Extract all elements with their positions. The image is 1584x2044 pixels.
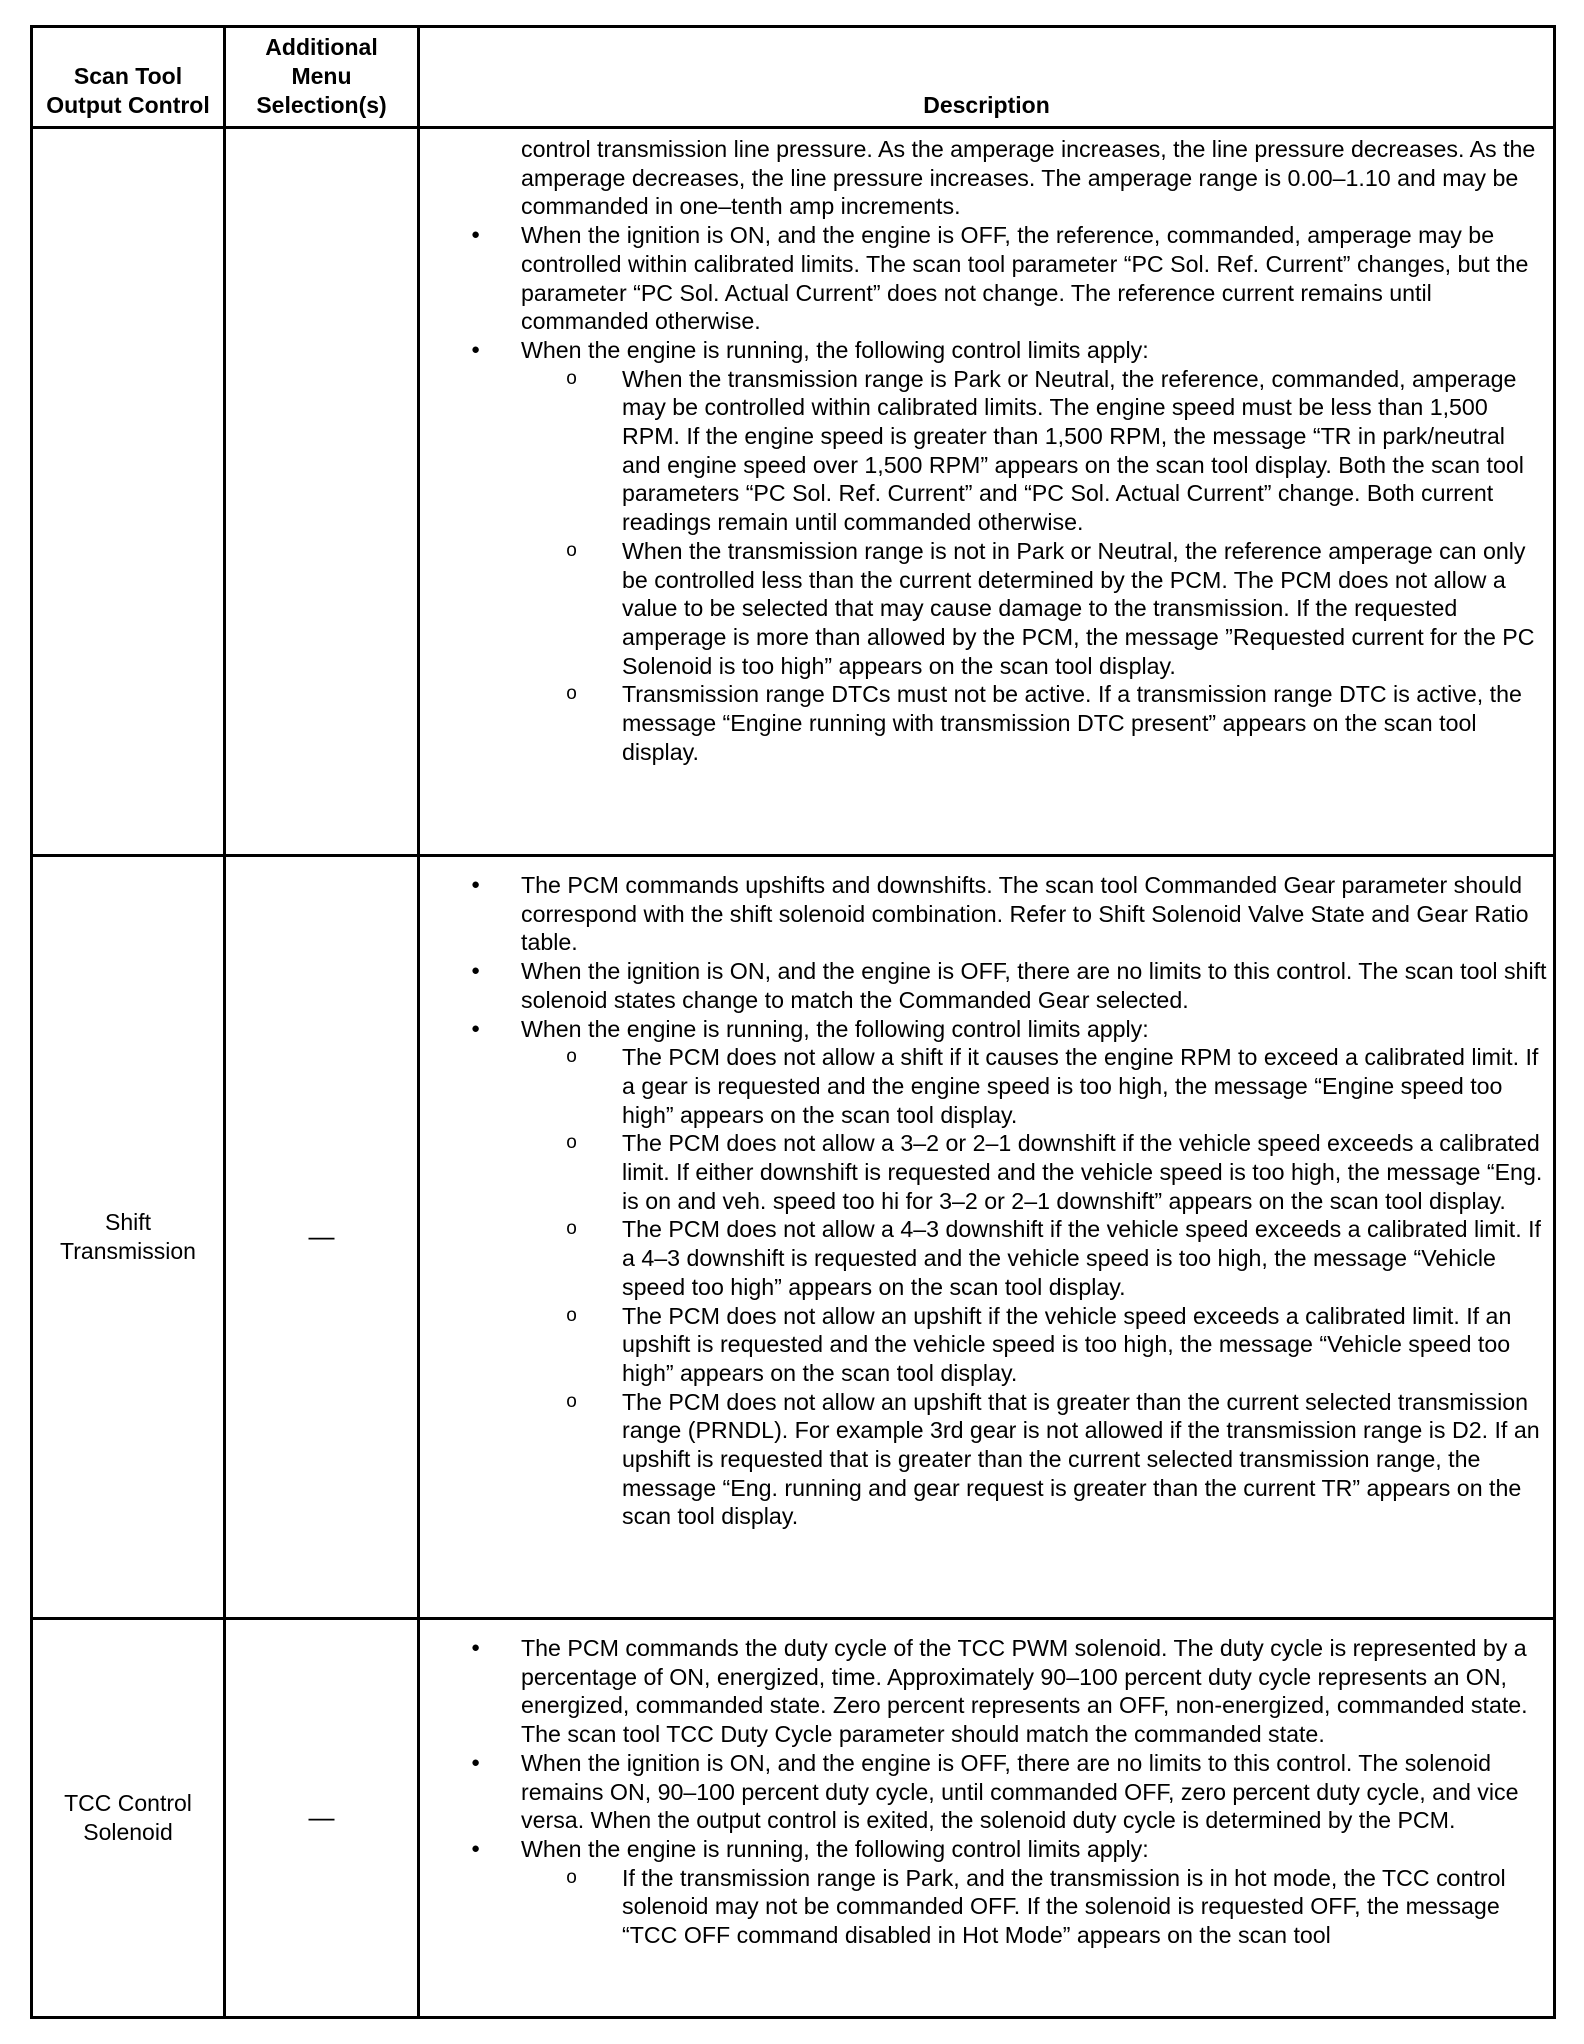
bullet-item: ● The PCM commands the duty cycle of the TCC PWM solenoid. The duty cycle is represented by a percentage of ON, energized, time. Approximately 90–100 percent duty cycle represents an ON, energized, commanded state. Zero percent represents an OFF, non-energized, commanded state. The scan tool TCC Duty Cycle parameter should match the commanded state. (420, 1634, 1547, 1749)
bullet-item: ● When the ignition is ON, and the engine is OFF, there are no limits to this control. The scan tool shift solenoid states change to match the Commanded Gear selected. (420, 957, 1547, 1014)
header-additional-menu-selections (225, 27, 419, 128)
header-line: Menu (291, 63, 352, 89)
bullet-item: ● When the ignition is ON, and the engine is OFF, there are no limits to this control. The solenoid remains ON, 90–100 percent duty cycle, until commanded OFF, zero percent duty cycle, and vice versa. When the output control is exited, the solenoid duty cycle is determined by the PCM. (420, 1749, 1547, 1835)
header-line: Additional (265, 34, 378, 60)
bullet-item: ● The PCM commands upshifts and downshifts. The scan tool Commanded Gear parameter should correspond with the shift solenoid combination. Refer to Shift Solenoid Valve State and Gear Ratio table. (420, 871, 1547, 957)
sub-bullet-marker: o (566, 1304, 577, 1326)
output-control-table (30, 25, 1556, 2019)
table-header-row (32, 27, 1555, 128)
cell-output-control: Shift Transmission (32, 856, 225, 1619)
header-scan-tool-output-control (32, 27, 225, 128)
sub-bullet-marker: o (566, 1046, 577, 1068)
bullet-marker: ● (470, 226, 481, 244)
bullet-marker: ● (470, 962, 481, 980)
cell-menu-selection (225, 128, 419, 856)
sub-bullet-item: o The PCM does not allow a shift if it causes the engine RPM to exceed a calibrated limit. If a gear is requested and the engine speed is too high, the message “Engine speed too high” appears on the scan tool display. (521, 1043, 1547, 1129)
header-line: Output Control (46, 92, 210, 118)
bullet-item: ● When the engine is running, the following control limits apply: (420, 1015, 1547, 1044)
header-line: Scan Tool (73, 63, 183, 89)
bullet-marker: ● (470, 1019, 481, 1037)
sub-bullet-marker: o (566, 539, 577, 561)
cell-menu-selection: — (225, 856, 419, 1619)
intro-paragraph: control transmission line pressure. As the amperage increases, the line pressure decreases. As the amperage decreases, the line pressure increases. The amperage range is 0.00–1.10 and may be commanded in one–tenth amp increments. (521, 136, 1536, 220)
sub-bullet-item: o If the transmission range is Park, and the transmission is in hot mode, the TCC control solenoid may not be commanded OFF. If the solenoid is requested OFF, the message “TCC OFF command disabled in Hot Mode” appears on the scan tool (521, 1864, 1547, 1950)
bullet-item: ● When the engine is running, the following control limits apply: (420, 1835, 1547, 1864)
cell-description (419, 128, 1555, 856)
cell-description (419, 856, 1555, 1619)
sub-bullet-marker: o (566, 1390, 577, 1412)
sub-bullet-item: o When the transmission range is not in Park or Neutral, the reference amperage can only be controlled less than the current determined by the PCM. The PCM does not allow a value to be selected that may cause damage to the transmission. If the requested amperage is more than allowed by the PCM, the message ”Requested current for the PC Solenoid is too high” appears on the scan tool display. (521, 537, 1547, 681)
sub-bullet-marker: o (566, 683, 577, 705)
bullet-marker: ● (470, 340, 481, 358)
bullet-marker: ● (470, 1639, 481, 1656)
cell-output-control: TCC Control Solenoid (32, 1619, 225, 2018)
bullet-marker: ● (470, 1753, 481, 1771)
bullet-item: ● When the ignition is ON, and the engine is OFF, the reference, commanded, amperage may be controlled within calibrated limits. The scan tool parameter “PC Sol. Ref. Current” changes, but the parameter “PC Sol. Actual Current” does not change. The reference current remains until commanded otherwise. (420, 221, 1547, 336)
table-row (32, 128, 1555, 856)
sub-bullet-marker: o (566, 367, 577, 389)
table-row (32, 1619, 1555, 2018)
bullet-marker: ● (470, 876, 481, 893)
sub-bullet-item: o The PCM does not allow a 4–3 downshift if the vehicle speed exceeds a calibrated limit. If a 4–3 downshift is requested and the vehicle speed is too high, the message “Vehicle speed too high” appears on the scan tool display. (521, 1215, 1547, 1301)
sub-bullet-item: o The PCM does not allow an upshift that is greater than the current selected transmission range (PRNDL). For example 3rd gear is not allowed if the transmission range is D2. If an upshift is requested that is greater than the current selected transmission range, the message “Eng. running and gear request is greater than the current TR” appears on the scan tool display. (521, 1388, 1547, 1532)
sub-bullet-marker: o (566, 1218, 577, 1240)
table-row (32, 856, 1555, 1619)
header-line: Selection(s) (256, 92, 387, 118)
sub-bullet-item: o The PCM does not allow a 3–2 or 2–1 downshift if the vehicle speed exceeds a calibrated limit. If either downshift is requested and the vehicle speed is too high, the message “Eng. is on and veh. speed too hi for 3–2 or 2–1 downshift” appears on the scan tool display. (521, 1129, 1547, 1215)
cell-description (419, 1619, 1555, 2018)
sub-bullet-marker: o (566, 1132, 577, 1154)
cell-output-control (32, 128, 225, 856)
sub-bullet-item: o The PCM does not allow an upshift if the vehicle speed exceeds a calibrated limit. If an upshift is requested and the vehicle speed is too high, the message “Vehicle speed too high” appears on the scan tool display. (521, 1302, 1547, 1388)
sub-bullet-item: o Transmission range DTCs must not be active. If a transmission range DTC is active, the message “Engine running with transmission DTC present” appears on the scan tool display. (521, 680, 1547, 766)
header-description: Description (419, 27, 1555, 128)
bullet-marker: ● (470, 1839, 481, 1857)
cell-menu-selection: — (225, 1619, 419, 2018)
bullet-item: ● When the engine is running, the following control limits apply: (420, 336, 1547, 365)
sub-bullet-marker: o (566, 1866, 577, 1888)
sub-bullet-item: o When the transmission range is Park or Neutral, the reference, commanded, amperage may be controlled within calibrated limits. The engine speed must be less than 1,500 RPM. If the engine speed is greater than 1,500 RPM, the message “TR in park/neutral and engine speed over 1,500 RPM” appears on the scan tool display. Both the scan tool parameters “PC Sol. Ref. Current” and “PC Sol. Actual Current” change. Both current readings remain until commanded otherwise. (521, 365, 1547, 537)
